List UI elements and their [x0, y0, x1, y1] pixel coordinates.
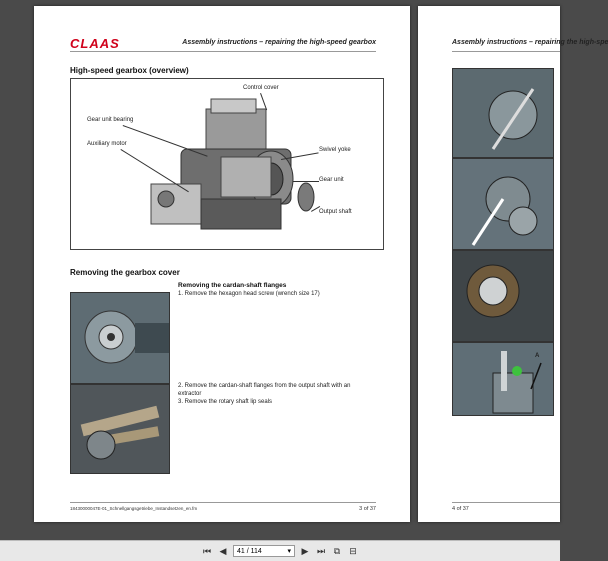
page-number-selector[interactable] — [233, 545, 295, 557]
section-title-overview: High-speed gearbox (overview) — [70, 66, 189, 75]
callout-gear-unit-bearing: Gear unit bearing — [87, 117, 134, 123]
fit-page-icon[interactable]: ⧉ — [333, 545, 341, 556]
next-page-icon[interactable]: ▶ — [301, 545, 309, 556]
footer-divider — [70, 502, 376, 503]
last-page-icon[interactable]: ⏭ — [316, 545, 326, 556]
header-divider — [452, 51, 560, 52]
callout-output-shaft: Output shaft — [319, 209, 352, 215]
page-header-title: Assembly instructions – repairing the high-speed gearbox — [182, 39, 376, 46]
photo-right-3 — [452, 250, 554, 342]
photo-right-4 — [452, 342, 554, 416]
callout-auxiliary-motor: Auxiliary motor — [87, 141, 127, 147]
instruction-step-2: 2. Remove the cardan-shaft flanges from the output shaft with an extractor — [178, 383, 351, 397]
instruction-step-3: 3. Remove the rotary shaft lip seals — [178, 399, 273, 405]
callout-control-cover: Control cover — [243, 85, 279, 91]
first-page-icon[interactable]: ⏮ — [202, 545, 212, 556]
gearbox-illustration — [71, 79, 383, 249]
callout-gear-unit: Gear unit — [319, 177, 344, 183]
footer-page-number: 3 of 37 — [359, 506, 376, 512]
footer-filename: 18430000047E-01_Schnellgangsgetriebe_Instandsetzen_en.fm — [70, 506, 198, 511]
photo-extractor — [70, 384, 170, 474]
document-page-right — [418, 6, 608, 522]
fit-width-icon[interactable]: ⊟ — [349, 545, 357, 556]
leader-line — [293, 181, 319, 182]
claas-logo: CLAAS — [70, 36, 120, 51]
pdf-navigation-toolbar — [0, 540, 560, 561]
chevron-down-icon: ▾ — [287, 548, 291, 555]
previous-page-icon[interactable]: ◀ — [219, 545, 227, 556]
section-title-removing-cover: Removing the gearbox cover — [70, 268, 180, 277]
page-header-title: Assembly instructions – repairing the high-spe — [452, 39, 608, 46]
gearbox-overview-figure — [70, 78, 384, 250]
footer-page-number: 4 of 37 — [452, 506, 469, 512]
callout-a: A — [535, 353, 540, 359]
subsection-title-flanges: Removing the cardan-shaft flanges — [178, 282, 287, 289]
footer-divider — [452, 502, 560, 503]
document-page-left — [34, 6, 410, 522]
instruction-step-1: 1. Remove the hexagon head screw (wrench size 17) — [178, 291, 320, 297]
callout-swivel-yoke: Swivel yoke — [319, 147, 351, 153]
photo-right-2 — [452, 158, 554, 250]
photo-right-1 — [452, 68, 554, 158]
page-indicator: 41 / 114 — [237, 547, 262, 555]
photo-flange-screw — [70, 292, 170, 384]
header-divider — [70, 51, 376, 52]
